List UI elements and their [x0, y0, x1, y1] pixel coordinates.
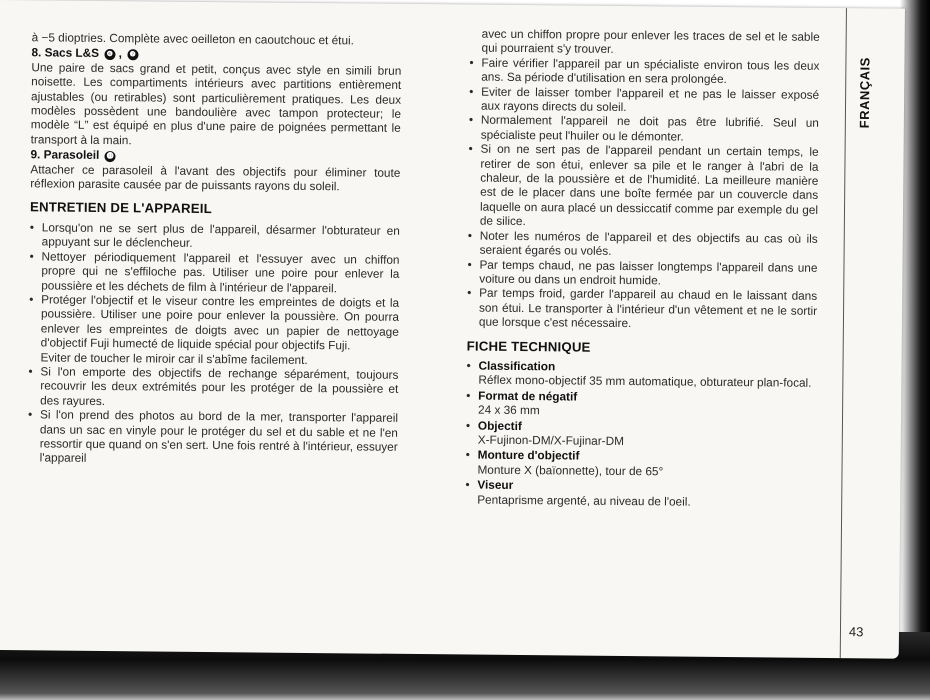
maintenance-section-title: ENTRETIEN DE L'APPAREIL: [29, 199, 212, 217]
continuation-text: avec un chiffon propre pour enlever les traces de sel et le sable qui pourraient s'y trouver.: [481, 26, 820, 57]
bullet-icon: •: [466, 388, 471, 403]
maintenance-list-right: [467, 55, 820, 332]
spec-value: Pentaprisme argenté, au niveau de l'oeil.: [477, 492, 691, 509]
spec-item: [466, 418, 816, 450]
spec-item: [465, 448, 815, 480]
list-item: [28, 364, 398, 411]
bullet-icon: •: [29, 292, 34, 307]
list-item-text: Si l'on prend des photos au bord de la mer, transporter l'appareil dans un sac en vinyle pour le protéger du sel et du sable et ne l'en ressortir que quand on s'en sert. Une fois rentré à l'intérieur, essuyer l'appareil: [39, 407, 399, 466]
spec-item: [466, 388, 816, 420]
item8-badge-1: ❻: [104, 49, 115, 60]
list-item-text: Faire vérifier l'appareil par un spécialiste environ tous les deux ans. Sa période d'utilisation en sera prolongée.: [481, 55, 820, 87]
list-item: [29, 249, 399, 296]
item8-title: 8. Sacs L&S: [31, 45, 100, 61]
bullet-icon: •: [469, 55, 474, 70]
list-item-text: Par temps froid, garder l'appareil au chaud en le laissant dans son étui. Le transporter à l'intérieur d'un vêtement et ne le sortir que lorsque c'est nécessaire.: [478, 285, 818, 331]
list-item-text: Noter les numéros de l'appareil et des objectifs au cas où ils seraient égarés ou volés.: [479, 228, 818, 258]
spec-label: Format de négatif: [478, 388, 578, 404]
bullet-icon: •: [467, 256, 472, 272]
list-item: [468, 228, 818, 260]
spec-item: [466, 358, 816, 390]
spec-value: 24 x 36 mm: [478, 402, 540, 418]
list-item: [28, 407, 399, 468]
item9-text: Attacher ce parasoleil à l'avant des objectifs pour éliminer toute réflexion parasite causée par de puissants rayons du soleil.: [30, 161, 401, 194]
bullet-icon: •: [467, 285, 472, 300]
spec-list: [465, 358, 816, 509]
margin-rule: [840, 8, 847, 658]
bullet-icon: •: [28, 364, 33, 379]
list-item: [29, 292, 400, 368]
spec-item: [465, 478, 815, 510]
maintenance-list-left: [28, 220, 400, 468]
bullet-icon: •: [29, 220, 35, 235]
right-column: [465, 27, 820, 511]
page-number: 43: [848, 624, 864, 640]
bullet-icon: •: [27, 407, 33, 422]
list-item: [467, 286, 817, 333]
list-item-extra-text: Eviter de toucher le miroir car il s'abîme facilement.: [40, 349, 308, 367]
list-item-text: Eviter de laisser tomber l'appareil et ne pas le laisser exposé aux rayons directs du soleil.: [480, 84, 820, 115]
list-item: [469, 55, 819, 87]
list-item: [469, 84, 819, 116]
language-tab-label: FRANÇAIS: [856, 57, 873, 129]
list-item: [469, 113, 819, 145]
list-item-text: Nettoyer périodiquement l'appareil et l'essuyer avec un chiffon propre qui ne s'effiloche pas. Utiliser une poire pour enlever la poussière et les déchets de film à l'intérieur de l'appareil.: [41, 249, 400, 295]
list-item-text: Normalement l'appareil ne doit pas être lubrifié. Seul un spécialiste peut l'huiler ou le démonter.: [480, 113, 819, 144]
list-item: [30, 220, 400, 252]
list-item-text: Par temps chaud, ne pas laisser longtemps l'appareil dans une voiture ou dans un endroit humide.: [479, 257, 818, 288]
list-item: [468, 142, 819, 232]
item8-badge-separator: ,: [118, 46, 122, 61]
list-item-text: Protéger l'objectif et le viseur contre les empreintes de doigts et la poussière. Utiliser une poire pour enlever la poussière. On pourra enlever les empreintes de doigts avec un papier de nettoyage d'objectif Fuji humecté de liquide spécial pour objectifs Fuji.: [40, 292, 400, 353]
left-column: [28, 30, 402, 468]
spec-value: Réflex mono-objectif 35 mm automatique, obturateur plan-focal.: [478, 372, 812, 391]
spec-label: Monture d'objectif: [477, 447, 580, 463]
bullet-icon: •: [468, 141, 473, 156]
item8-badge-2: ❼: [127, 49, 138, 60]
spec-value: Monture X (baïonnette), tour de 65°: [477, 462, 664, 479]
page-edge-shadow-right: [900, 0, 930, 700]
bullet-icon: •: [467, 228, 473, 243]
list-item-text: Si l'on emporte des objectifs de rechange séparément, toujours recouvrir les deux extrémités pour les protéger de la poussière et des rayures.: [40, 364, 399, 408]
spec-section-title: FICHE TECHNIQUE: [466, 338, 591, 355]
list-item: [467, 257, 817, 289]
intro-text: à −5 dioptries. Complète avec oeilleton en caoutchouc et étui.: [31, 30, 355, 48]
spec-label: Objectif: [477, 418, 522, 433]
bullet-icon: •: [465, 447, 470, 462]
list-item-text: Si on ne sert pas de l'appareil pendant un certain temps, le retirer de son étui, enlever sa pile et le ranger à l'abri de la chaleur, de la poussière et de l'humidité. La meilleure manière est de le placer dans une boîte fermée par un couvercle dans laquelle on aura placé un dessiccatif comme par exemple du gel de silice.: [479, 141, 819, 229]
spec-value: X-Fujinon-DM/X-Fujinar-DM: [477, 432, 625, 448]
bullet-icon: •: [469, 84, 474, 99]
item9-badge: ⓭: [105, 151, 116, 162]
bullet-icon: •: [29, 248, 34, 264]
item9-title: 9. Parasoleil: [30, 147, 100, 163]
spec-label: Viseur: [477, 477, 514, 493]
bullet-icon: •: [465, 418, 471, 433]
bullet-icon: •: [468, 112, 474, 127]
bullet-icon: •: [465, 477, 470, 492]
list-item-text: Lorsqu'on ne se sert plus de l'appareil, désarmer l'obturateur en appuyant sur le déclencheur.: [41, 220, 400, 251]
bullet-icon: •: [466, 358, 471, 373]
spec-label: Classification: [478, 358, 556, 374]
item8-text: Une paire de sacs grand et petit, conçus avec style en simili brun noisette. Les compartiments intérieurs avec partitions entièrement ajustables (ou retirables) sont particulièrement pratiques. Les deux modèles possèdent une bandoulière avec tampon protecteur; le modèle “L” est équipé en plus d'une paire de poignées permettant le transport à la main.: [30, 60, 402, 148]
